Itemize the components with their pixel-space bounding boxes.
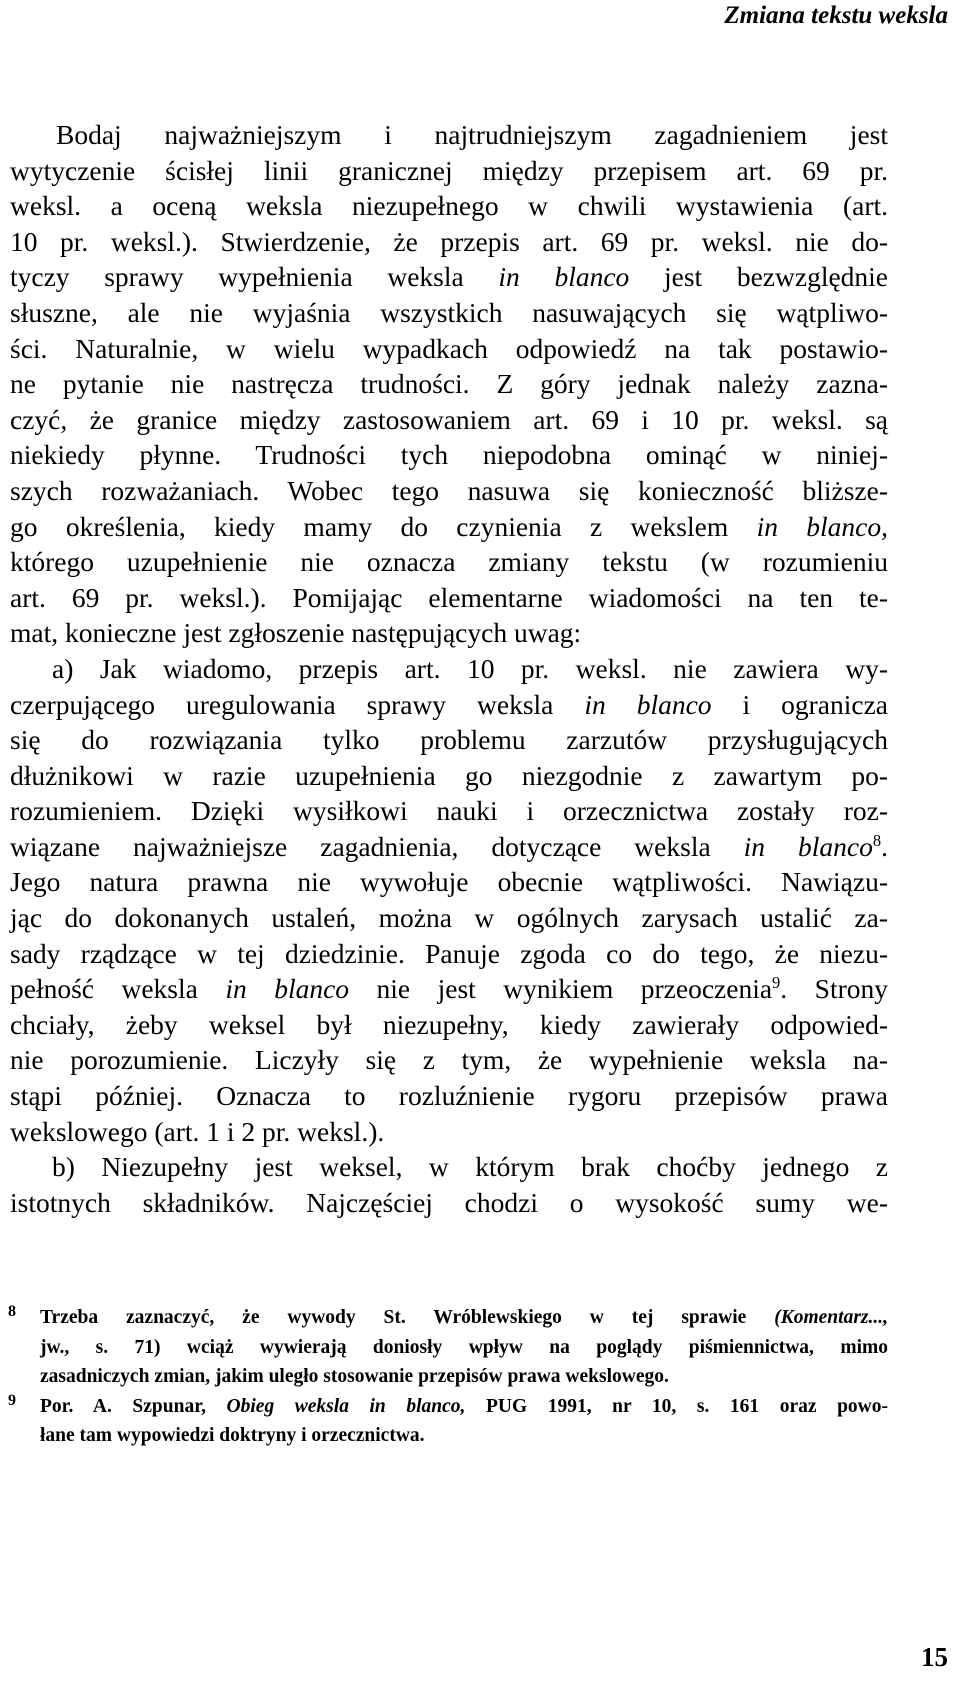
text-line: którego uzupełnienie nie oznacza zmiany tekstu (w rozumieniu xyxy=(10,546,888,578)
text-line: Bodaj najważniejszym i najtrudniejszym zagadnieniem jest xyxy=(56,119,888,150)
text-line: szych rozważaniach. Wobec tego nasuwa się konieczność bliższe- xyxy=(10,474,888,506)
text-line: a) Jak wiadomo, przepis art. 10 pr. weksl. nie zawiera wy- xyxy=(52,652,888,684)
text-line: ne pytanie nie nastręcza trudności. Z góry jednak należy zazna- xyxy=(10,368,888,400)
text-line: 10 pr. weksl.). Stwierdzenie, że przepis art. 69 pr. weksl. nie do- xyxy=(10,225,888,257)
term-in-blanco: in blanco xyxy=(498,261,630,293)
footnote-line: zasadniczych zmian, jakim uległo stosowanie przepisów prawa wekslowego. xyxy=(40,1366,669,1387)
text-line: pełność weksla in blanco nie jest wynikiem przeoczenia$^9$. Strony xyxy=(10,973,888,1005)
footnotes xyxy=(8,1303,888,1451)
text-line: wiązane najważniejsze zagadnienia, dotyczące weksla in blanco$^8$. xyxy=(10,830,888,862)
text-line: wekslowego (art. 1 i 2 pr. weksl.). xyxy=(10,1115,385,1147)
term-in-blanco: in blanco, xyxy=(756,510,889,542)
text-line: Jego natura prawna nie wywołuje obecnie wątpliwości. Nawiązu- xyxy=(10,866,888,898)
footnote-9: 9 Por. A. Szpunar, Obieg weksla in blanco, PUG 1991, nr 10, s. 161 oraz powo- xyxy=(8,1392,888,1422)
text-line: sady rządzące w tej dziedzinie. Panuje zgoda co do tego, że niezu- xyxy=(10,937,888,969)
term-in-blanco: in blanco xyxy=(743,830,873,862)
text-line: b) Niezupełny jest weksel, w którym brak choćby jednego z xyxy=(52,1151,888,1183)
text-line: rozumieniem. Dzięki wysiłkowi nauki i orzecznictwa zostały roz- xyxy=(10,795,888,827)
text-line: słuszne, ale nie wyjaśnia wszystkich nasuwających się wątpliwo- xyxy=(10,296,888,328)
main-text xyxy=(10,117,888,1220)
footnote-ref[interactable]: 8 xyxy=(872,830,882,850)
text-line: niekiedy płynne. Trudności tych niepodobna ominąć w niniej- xyxy=(10,439,888,471)
text-line: nie porozumienie. Liczyły się z tym, że wypełnienie weksla na- xyxy=(10,1044,888,1076)
text-line: dłużnikowi w razie uzupełnienia go niezgodnie z zawartym po- xyxy=(10,759,888,791)
text-line: wytyczenie ścisłej linii granicznej między przepisem art. 69 pr. xyxy=(10,154,888,186)
footnote-line: jw., s. 71) wciąż wywierają doniosły wpływ na poglądy piśmiennictwa, mimo xyxy=(40,1336,888,1358)
text-line: chciały, żeby weksel był niezupełny, kiedy zawierały odpowied- xyxy=(10,1008,888,1040)
text-line: weksl. a oceną weksla niezupełnego w chwili wystawienia (art. xyxy=(10,190,888,222)
footnote-ref[interactable]: 9 xyxy=(772,973,781,993)
page-number: 15 xyxy=(921,1642,948,1672)
text-line: istotnych składników. Najczęściej chodzi o wysokość sumy we- xyxy=(10,1186,888,1218)
term-in-blanco: in blanco xyxy=(584,688,712,720)
footnote-marker: 9 xyxy=(8,1391,16,1409)
footnote-8: 8 Trzeba zaznaczyć, że wywody St. Wróblewskiego w tej sprawie (Komentarz..., xyxy=(8,1303,888,1333)
text-line: go określenia, kiedy mamy do czynienia z wekslem in blanco, xyxy=(10,510,889,542)
text-line: czyć, że granice między zastosowaniem art. 69 i 10 pr. weksl. są xyxy=(10,403,888,435)
text-line: art. 69 pr. weksl.). Pomijając elementarne wiadomości na ten te- xyxy=(10,581,888,613)
text-line: czerpującego uregulowania sprawy weksla in blanco i ogranicza xyxy=(10,688,888,720)
text-line: się do rozwiązania tylko problemu zarzutów przysługujących xyxy=(10,724,888,756)
footnote-line: łane tam wypowiedzi doktryny i orzecznictwa. xyxy=(40,1425,425,1446)
text-line: mat, konieczne jest zgłoszenie następujących uwag: xyxy=(10,617,582,649)
text-line: jąc do dokonanych ustaleń, można w ogólnych zarysach ustalić za- xyxy=(10,902,888,934)
term-in-blanco: in blanco xyxy=(225,973,350,1005)
text-line: stąpi później. Oznacza to rozluźnienie rygoru przepisów prawa xyxy=(10,1080,888,1112)
running-header: Zmiana tekstu weksla xyxy=(724,2,948,29)
footnote-marker: 8 xyxy=(8,1303,16,1320)
text-line: ści. Naturalnie, w wielu wypadkach odpowiedź na tak postawio- xyxy=(10,332,888,364)
text-line: tyczy sprawy wypełnienia weksla in blanco jest bezwzględnie xyxy=(10,261,889,293)
